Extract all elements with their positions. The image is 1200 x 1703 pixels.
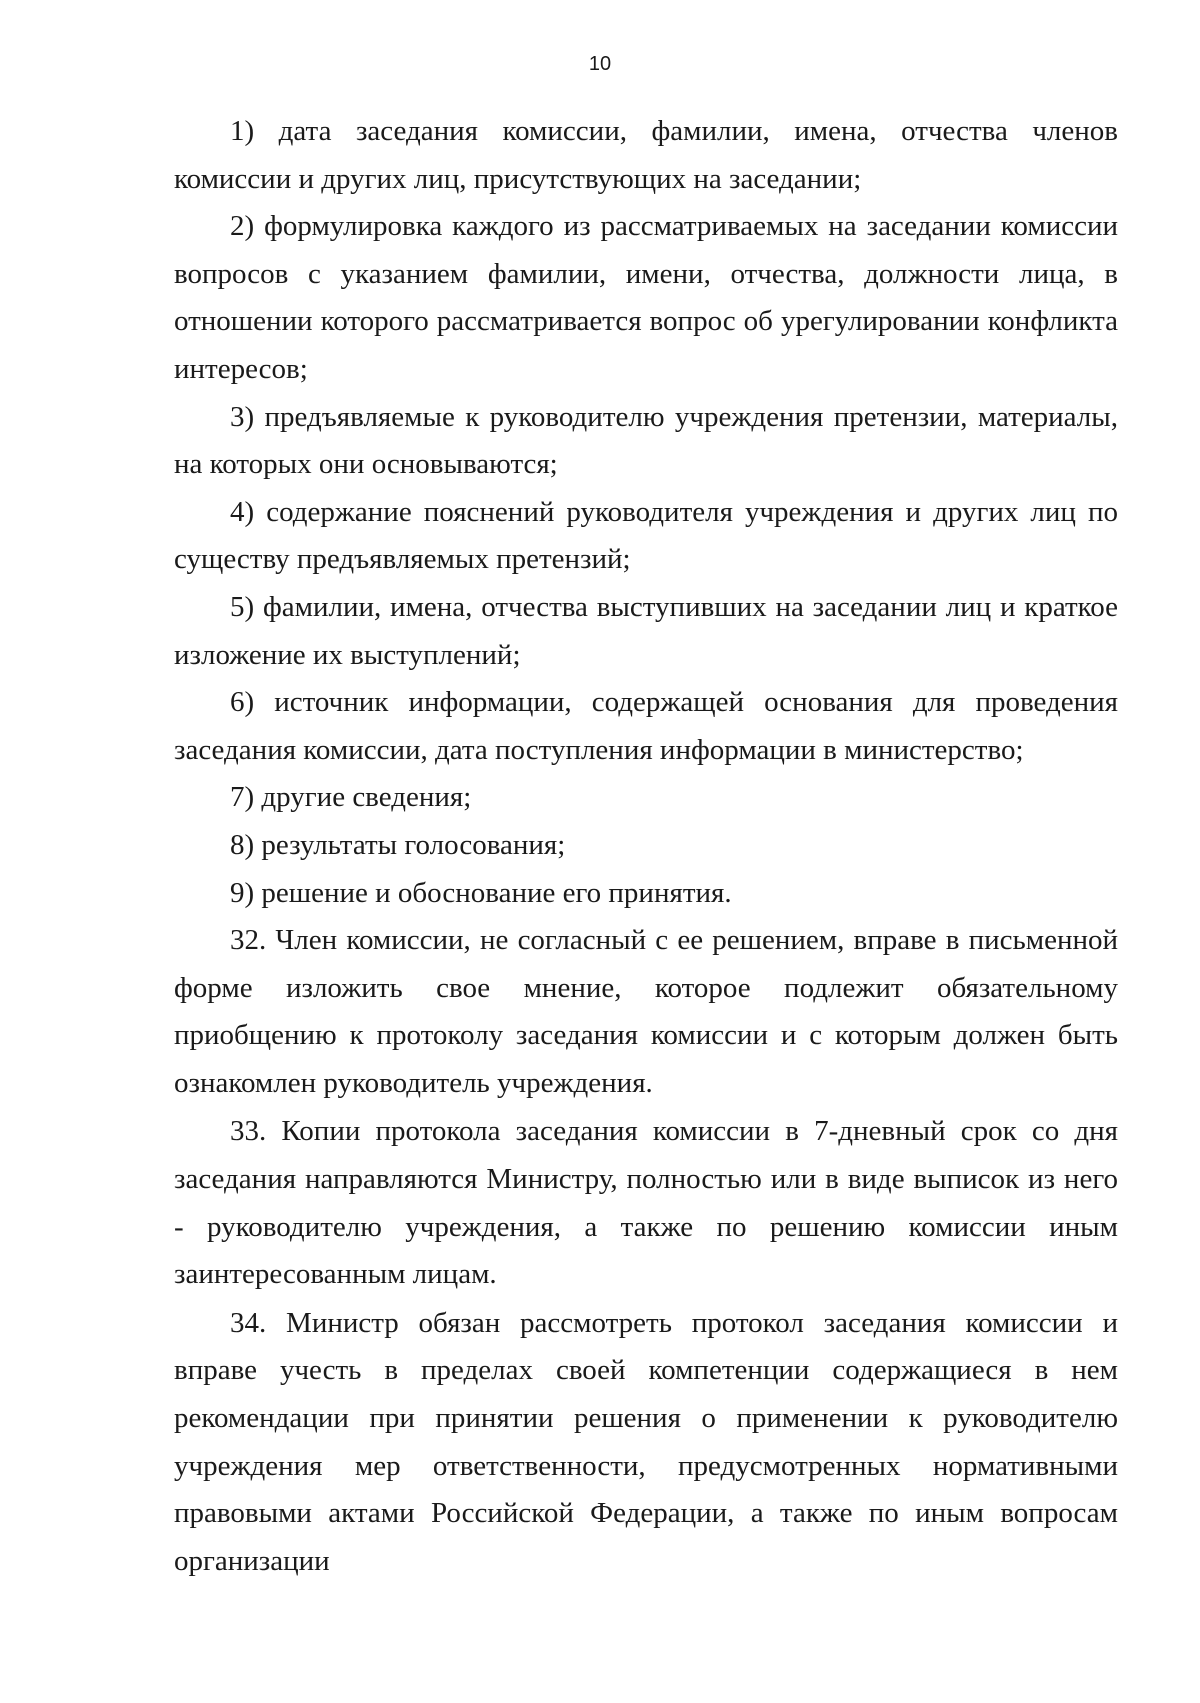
paragraph-clause-34: 34. Министр обязан рассмотреть протокол заседания комиссии и вправе учесть в пределах своей компетенции содержащиеся в нем рекомендации при принятии решения о применении к руководителю учреждения мер ответственности, предусмотренных нормативными правовыми актами Российской Федерации, а также по иным вопросам организации [174,1306,1118,1577]
page-number: 10 [588,53,612,75]
paragraph-clause-33: 33. Копии протокола заседания комиссии в 7-дневный срок со дня заседания направляются Министру, полностью или в виде выписок из него - руководителю учреждения, а также по решению комиссии иным заинтересованным лицам. [174,1115,1118,1291]
paragraph-item-9: 9) решение и обоснование его принятия. [230,876,732,909]
paragraph-item-5: 5) фамилии, имена, отчества выступивших на заседании лиц и краткое изложение их выступлений; [174,590,1118,671]
paragraph-item-1: 1) дата заседания комиссии, фамилии, имена, отчества членов комиссии и других лиц, присутствующих на заседании; [174,115,1118,195]
paragraph-item-8: 8) результаты голосования; [230,828,566,861]
paragraph-clause-32: 32. Член комиссии, не согласный с ее решением, вправе в письменной форме изложить свое мнение, которое подлежит обязательному приобщению к протоколу заседания комиссии и с которым должен быть ознакомлен руководитель учреждения. [174,924,1118,1099]
paragraph-item-2: 2) формулировка каждого из рассматриваемых на заседании комиссии вопросов с указанием фамилии, имени, отчества, должности лица, в отношении которого рассматривается вопрос об урегулировании конфликта интересов; [174,210,1118,385]
paragraph-item-7: 7) другие сведения; [230,781,472,814]
paragraph-item-6: 6) источник информации, содержащей основания для проведения заседания комиссии, дата поступления информации в министерство; [174,686,1118,766]
document-body [174,108,1118,1585]
paragraph-item-4: 4) содержание пояснений руководителя учреждения и других лиц по существу предъявляемых претензий; [174,495,1118,576]
paragraph-item-3: 3) предъявляемые к руководителю учреждения претензии, материалы, на которых они основываются; [174,400,1118,481]
